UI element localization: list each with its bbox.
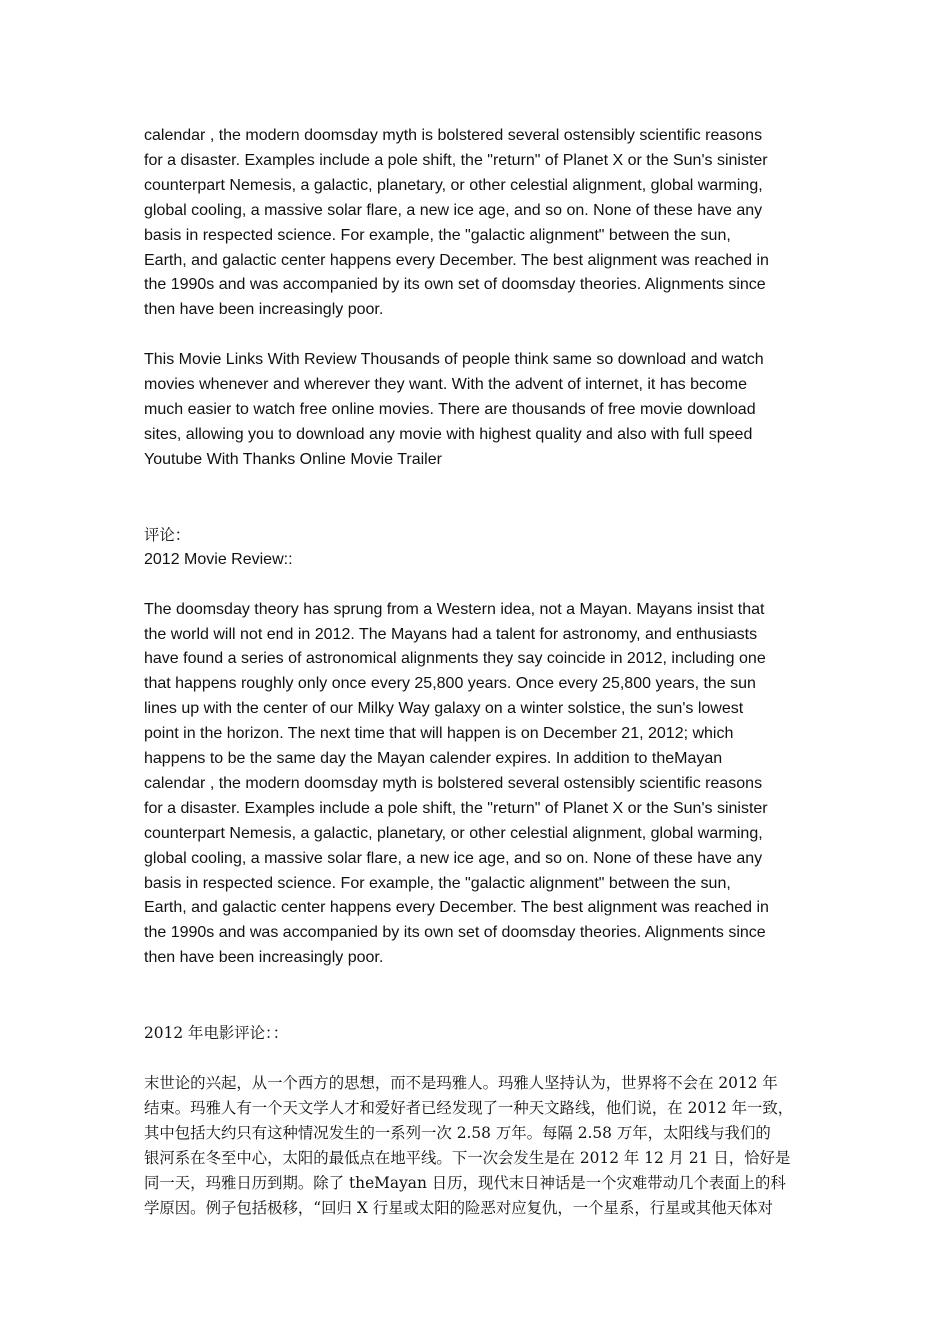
paragraph-doomsday-myth: calendar , the modern doomsday myth is bolstered several ostensibly scientific reasons for a disaster. Examples include a pole shift, the "return" of Planet X or the Sun's sinister counterpart Nemesis, a galactic, planetary, or other celestial alignment, global warming, global cooling, a massive solar flare, a new ice age, and so on. None of these have any basis in respected science. For example, the "galactic alignment" between the sun, Earth, and galactic center happens every December. The best alignment was reached in the 1990s and was accompanied by its own set of doomsday theories. Alignments since then have been increasingly poor. [144, 127, 769, 319]
paragraph-chinese-review: 末世论的兴起，从一个西方的思想，而不是玛雅人。玛雅人坚持认为，世界将不会在 2012 年 结束。玛雅人有一个天文学人才和爱好者已经发现了一种天文路线，他们说，在 2012 年一致， 其中包括大约只有这种情况发生的一系列一次 2.58 万年。每隔 2.58 万年，太阳线与我们的 银河系在冬至中心，太阳的最低点在地平线。下一次会发生是在 2012 年 12 月 21 日，恰好是 同一天，玛雅日历到期。除了 theMayan 日历，现代末日神话是一个灾难带动几个表面上的科 学原因。例子包括极移，“回归 X 行星或太阳的险恶对应复仇，一个星系，行星或其他天体对 [144, 1074, 794, 1217]
spacer [144, 971, 810, 1021]
spacer [144, 573, 810, 598]
paragraph-movie-links: This Movie Links With Review Thousands of people think same so download and watch movies whenever and wherever they want. With the advent of internet, it has become much easier to watch free online movies. There are thousands of free movie download sites, allowing you to download any movie with highest quality and also with full speed Youtube With Thanks Online Movie Trailer [144, 351, 764, 468]
spacer [144, 473, 810, 523]
document-page [144, 124, 810, 1221]
chinese-review-heading: 2012 年电影评论：： [144, 1024, 289, 1043]
comments-label: 评论： [144, 525, 191, 544]
spacer [144, 323, 810, 348]
review-heading: 2012 Movie Review:: [144, 550, 293, 568]
paragraph-review-body: The doomsday theory has sprung from a Western idea, not a Mayan. Mayans insist that the world will not end in 2012. The Mayans had a talent for astronomy, and enthusiasts have found a series of astronomical alignments they say coincide in 2012, including one that happens roughly only once every 25,800 years. Once every 25,800 years, the sun lines up with the center of our Milky Way galaxy on a winter solstice, the sun's lowest point in the horizon. The next time that will happen is on December 21, 2012; which happens to be the same day the Mayan calender expires. In addition to theMayan calendar , the modern doomsday myth is bolstered several ostensibly scientific reasons for a disaster. Examples include a pole shift, the "return" of Planet X or the Sun's sinister counterpart Nemesis, a galactic, planetary, or other celestial alignment, global warming, global cooling, a massive solar flare, a new ice age, and so on. None of these have any basis in respected science. For example, the "galactic alignment" between the sun, Earth, and galactic center happens every December. The best alignment was reached in the 1990s and was accompanied by its own set of doomsday theories. Alignments since then have been increasingly poor. [144, 600, 769, 967]
spacer [144, 1046, 810, 1071]
